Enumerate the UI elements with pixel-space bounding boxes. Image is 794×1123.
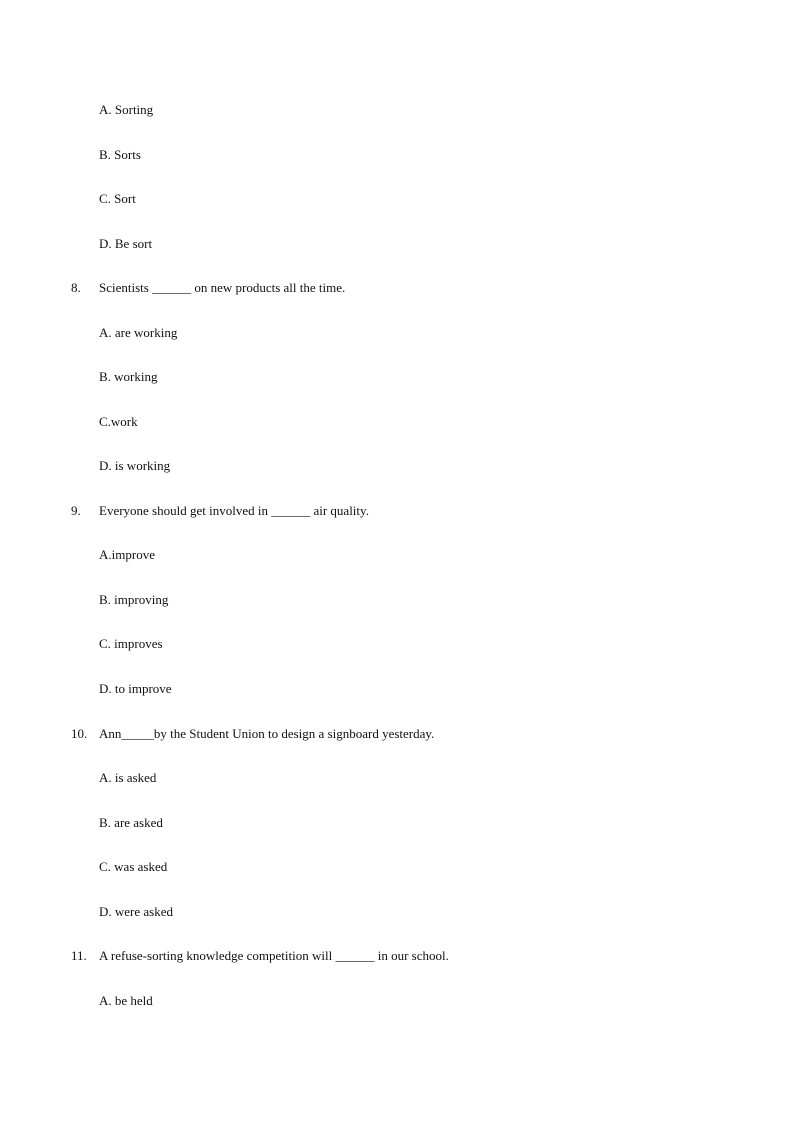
q11-stem: A refuse-sorting knowledge competition will ______ in our school.	[99, 948, 449, 963]
q8-option-b: B. working	[99, 369, 158, 384]
q7-option-b: B. Sorts	[99, 147, 141, 162]
q11-number: 11.	[71, 948, 87, 963]
q10-option-c: C. was asked	[99, 859, 168, 874]
q8-option-c: C.work	[99, 414, 138, 429]
q10-option-d: D. were asked	[99, 904, 173, 919]
q9-option-c: C. improves	[99, 636, 163, 651]
q10-stem: Ann_____by the Student Union to design a signboard yesterday.	[99, 726, 435, 741]
q9-option-d: D. to improve	[99, 681, 172, 696]
q9-option-a: A.improve	[99, 547, 155, 562]
q9-option-b: B. improving	[99, 592, 169, 607]
q10-option-a: A. is asked	[99, 770, 157, 785]
q8-number: 8.	[71, 280, 81, 295]
q8-option-d: D. is working	[99, 458, 171, 473]
q10-option-b: B. are asked	[99, 815, 163, 830]
q8-option-a: A. are working	[99, 325, 178, 340]
q7-option-a: A. Sorting	[99, 102, 154, 117]
q7-option-c: C. Sort	[99, 191, 136, 206]
q10-number: 10.	[71, 726, 88, 741]
q11-option-a: A. be held	[99, 993, 153, 1008]
q8-stem: Scientists ______ on new products all the time.	[99, 280, 346, 295]
q7-option-d: D. Be sort	[99, 236, 153, 251]
q9-stem: Everyone should get involved in ______ air quality.	[99, 503, 369, 518]
q9-number: 9.	[71, 503, 81, 518]
